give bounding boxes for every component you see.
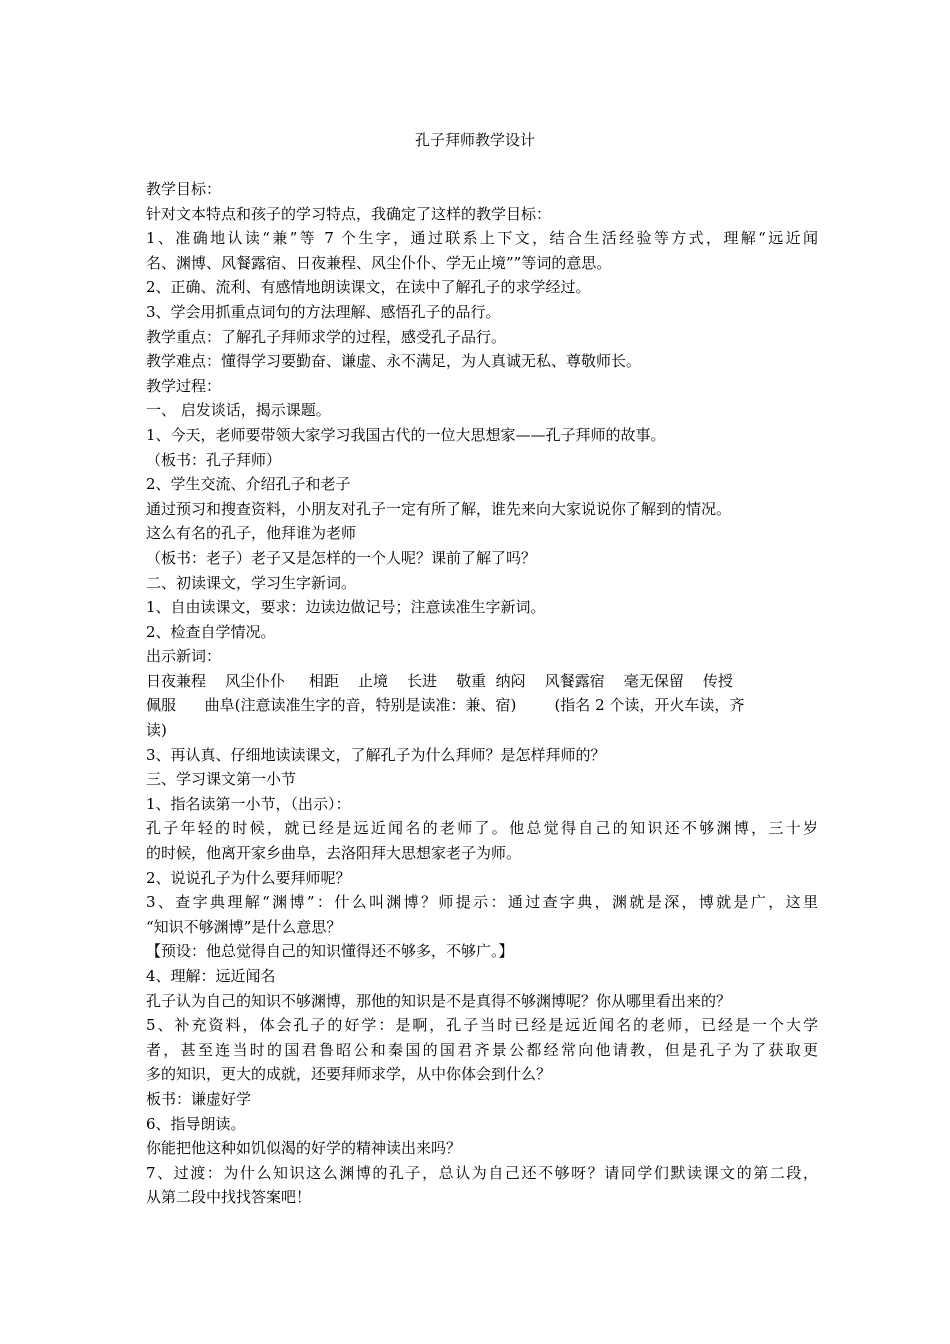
text-line: 2、学生交流、介绍孔子和老子 (146, 475, 351, 494)
text-line: 2、说说孔子为什么要拜师呢？ (146, 868, 351, 887)
text-line: 【预设：他总觉得自己的知识懂得还不够多，不够广。】 (146, 942, 514, 961)
section-heading: 二、初读课文，学习生字新词。 (146, 573, 357, 592)
text-line: 板书：谦虚好学 (146, 1089, 252, 1108)
text-line: 读) (146, 721, 167, 740)
text-line: 3、再认真、仔细地读读课文，了解孔子为什么拜师？是怎样拜师的？ (146, 745, 606, 764)
section-heading: 一、 启发谈话，揭示课题。 (146, 401, 331, 420)
text-line: 教学目标： (146, 180, 222, 198)
vocabulary-line: 日夜兼程 风尘仆仆 相距 止境 长进 敬重 纳闷 风餐露宿 毫无保留 传授 (146, 671, 733, 690)
text-line: “知识不够渊博”是什么意思？ (146, 917, 342, 936)
text-line: 1、今天，老师要带领大家学习我国古代的一位大思想家——孔子拜师的故事。 (146, 425, 666, 444)
vocabulary-line: 佩服 曲阜(注意读准生字的音，特别是读准：兼、宿) (指名 2 个读，开火车读，齐 (146, 696, 745, 715)
text-line: 3、学会用抓重点词句的方法理解、感悟孔子的品行。 (146, 302, 501, 321)
text-line: 4、理解：远近闻名 (146, 967, 276, 985)
text-line: 2、正确、流利、有感情地朗读课文，在读中了解孔子的求学经过。 (146, 278, 591, 297)
text-line: 出示新词： (146, 647, 222, 666)
text-line: 6、指导朗读。 (146, 1114, 246, 1133)
text-line: 1、自由读课文，要求：边读边做记号；注意读准生字新词。 (146, 598, 546, 617)
text-line: 1、指名读第一小节，（出示）： (146, 794, 351, 813)
text-line: 3、查字典理解“渊博”：什么叫渊博？师提示：通过查字典，渊就是深，博就是广，这里 (146, 893, 818, 912)
text-line: 孔子认为自己的知识不够渊博，那他的知识是不是真得不够渊博呢？你从哪里看出来的？ (146, 991, 732, 1010)
text-line: 5、补充资料，体会孔子的好学：是啊，孔子当时已经是远近闻名的老师，已经是一个大学 (146, 1016, 818, 1035)
text-line: 针对文本特点和孩子的学习特点，我确定了这样的教学目标： (146, 204, 552, 223)
text-line: 名、渊博、风餐露宿、日夜兼程、风尘仆仆、学无止境””等词的意思。 (146, 253, 612, 272)
text-line: 通过预习和搜查资料，小朋友对孔子一定有所了解，谁先来向大家说说你了解到的情况。 (146, 499, 732, 518)
text-line: 2、检查自学情况。 (146, 622, 276, 641)
text-line: （板书：老子）老子又是怎样的一个人呢？课前了解了吗？ (146, 548, 537, 567)
text-line: 多的知识，更大的成就，还要拜师求学，从中你体会到什么？ (146, 1065, 552, 1084)
document-title: 孔子拜师教学设计 (414, 131, 535, 149)
text-line: 你能把他这种如饥似渴的好学的精神读出来吗？ (146, 1139, 462, 1158)
document-body (146, 177, 818, 1210)
text-line: 7、过渡：为什么知识这么渊博的孔子，总认为自己还不够呀？请同学们默读课文的第二段， (146, 1163, 818, 1182)
text-line: 1、准确地认读“兼”等 7 个生字，通过联系上下文，结合生活经验等方式，理解“远近闻 (146, 229, 818, 248)
text-line: 从第二段中找找答案吧！ (146, 1188, 312, 1207)
text-line: 孔子年轻的时候，就已经是远近闻名的老师了。他总觉得自己的知识还不够渊博，三十岁 (146, 819, 818, 838)
section-heading: 三、学习课文第一小节 (146, 770, 297, 789)
text-line: 的时候，他离开家乡曲阜，去洛阳拜大思想家老子为师。 (146, 844, 522, 863)
text-line: 教学过程： (146, 376, 222, 395)
text-line: （板书：孔子拜师） (146, 450, 282, 469)
text-line: 教学难点：懂得学习要勤奋、谦虚、永不满足，为人真诚无私、尊敬师长。 (146, 352, 642, 371)
text-line: 教学重点：了解孔子拜师求学的过程，感受孔子品行。 (146, 327, 507, 346)
text-line: 者，甚至连当时的国君鲁昭公和秦国的国君齐景公都经常向他请教，但是孔子为了获取更 (146, 1040, 818, 1059)
text-line: 这么有名的孔子，他拜谁为老师 (146, 524, 357, 543)
